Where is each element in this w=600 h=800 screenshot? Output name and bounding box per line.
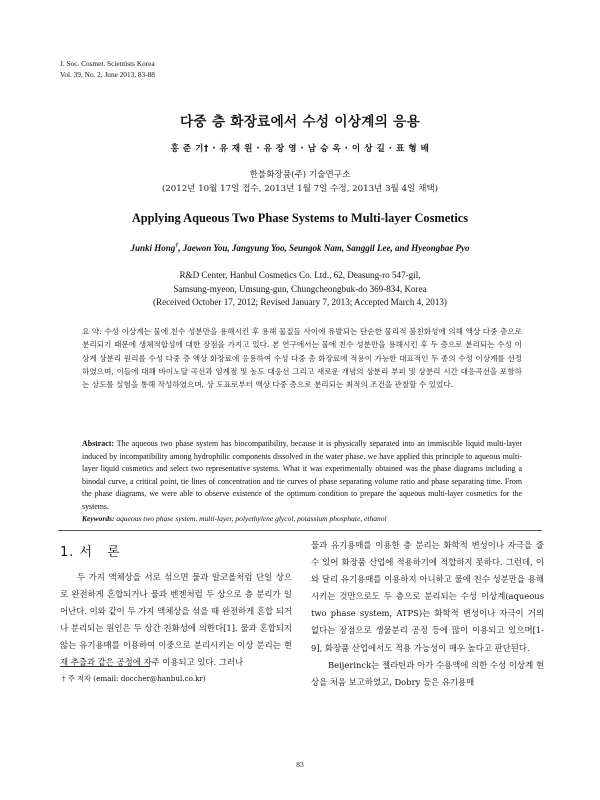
korean-received-dates: (2012년 10월 17일 접수, 2013년 1월 7일 수정, 2013년 3월 4일 채택): [161, 184, 439, 194]
english-affiliation-line1: R&D Center, Hanbul Cosmetics Co. Ltd., 62, Deasung-ro 547-gil,: [179, 270, 421, 280]
footnote: † 주 저자 (email: doccher@hanbul.co.kr): [62, 674, 206, 683]
journal-name: J. Soc. Cosmet. Scientists Korea: [60, 59, 155, 68]
keywords: [82, 514, 522, 523]
right-paragraph-1: 물과 유기용매를 이용한 층 분리는 화학적 변성이나 자극을 줄 수 있어 화장품 산업에 적용하기에 적합하지 못하다. 그런데, 이와 달리 유기용매를 이용하지 아니하고 물에 친수 성분만을 용해시키는 것만으로도 두 층으로 분리되는 수성 이상계(aqueous two phase system, ATPS)는 화학적 변성이나 자극이 거의 없다는 장점으로 생물분리 공정 등에 많이 이용되고 있으며[1-9], 화장품 산업에서도 적용 가능성이 매우 높다고 판단된다.: [311, 540, 544, 653]
korean-affiliation-block: [0, 168, 600, 196]
keywords-text: aqueous two phase system, multi-layer, polyethylene glycol, potassium phosphate, ethanol: [114, 514, 387, 523]
abstract-label: Abstract:: [82, 439, 114, 448]
abstract-text: The aqueous two phase system has biocompatibility, because it is physically separated into an immiscible liquid multi-layer induced by incompatibility among hydrophilic components dissolved in the water phase. we have applied this principle to aqueous multi-layer liquid cosmetics and select two representative systems. What it was experimentally obtained was the phase diagrams including a binodal curve, a critical point, tie lines of concentration and tie curves of phase separating volume ratio and phase separating time. From the phase diagrams, we were able to observe existence of the optimum condition to prepare the aqueous multi-layer cosmetics for the systems.: [82, 439, 522, 511]
english-affiliation-line2: Samsung-myeon, Umsung-gun, Chungcheongbuk-do 369-834, Korea: [173, 283, 427, 294]
english-title: Applying Aqueous Two Phase Systems to Multi-layer Cosmetics: [131, 211, 469, 225]
korean-title: 다중 층 화장료에서 수성 이상계의 응용: [179, 114, 421, 130]
journal-volume: Vol. 39, No. 2, June 2013, 83-88: [60, 70, 155, 79]
corresponding-author-mark: †: [175, 243, 179, 249]
english-authors: [0, 243, 600, 253]
korean-authors: 홍 준 기† · 유 재 원 · 유 장 영 · 남 승 옥 · 이 상 길 · 표 형 배: [170, 144, 430, 154]
korean-affiliation: 한불화장품(주) 기술연구소: [249, 170, 351, 180]
korean-abstract: 요 약: 수성 이상계는 물에 친수 성분만을 용해시킨 후 용해 물질들 사이에 유발되는 단순한 물리적 불친화성에 의해 액상 다중 층으로 분리되기 때문에 생체적합성에 대한 장점을 가지고 있다. 본 연구에서는 물에 친수 성분만을 용해시킨 후 두 층으로 분리되는 수성 이상계 상분리 원리를 수성 다중 층 액상 화장료에 응용하여 수성 다중 층 화장료에 적용이 가능한 대표적인 두 종의 수성 이상계를 선정하였으며, 이들에 대해 바이노달 곡선과 임계점 및 농도 대응선 그리고 새로운 개념의 상분리 부피 및 상분리 시간 대응곡선을 포함하는 상도를 실험을 통해 작성하였으며, 상 도표로부터 액상 다중 층으로 분리되는 최적의 조건을 관찰할 수 있었다.: [82, 327, 522, 390]
other-authors: , Jaewon You, Jangyung Yoo, Seungok Nam, Sanggil Lee, and Hyeongbae Pyo: [178, 243, 470, 253]
first-author: Junki Hong: [130, 243, 176, 253]
footnote-rule: [60, 666, 150, 667]
page-number: 83: [296, 760, 304, 769]
left-column-text: 두 가지 액체상을 서로 섞으면 물과 알코올처럼 단일 상으로 완전하게 혼합되거나 물과 벤젠처럼 두 상으로 층 분리가 일어난다. 이와 같이 두 가지 액체상을 섞을 때 완전하게 혼합 되거나 분리되는 원인은 두 상간 친화성에 의한다[1]. 물과 혼합되지 않는 유기용매를 이용하여 이중으로 분리시키는 이상 분리는 현재 추출과 같은 공정에 자주 이용되고 있다. 그러나: [60, 572, 292, 668]
journal-citation: [60, 58, 155, 80]
right-paragraph-2: Beijerinck는 젤라틴과 아가 수용액에 의한 수성 이상계 현상을 처음 보고하였고, Dobry 등은 유기용매: [311, 659, 544, 687]
section-heading: 1. 서 론: [60, 545, 121, 560]
english-abstract: [82, 438, 522, 514]
section-divider: [58, 530, 542, 531]
english-received-dates: (Received October 17, 2012; Revised January 7, 2013; Accepted March 4, 2013): [153, 297, 447, 308]
right-column: [311, 537, 544, 691]
english-affiliation-block: [0, 269, 600, 310]
keywords-label: Keywords:: [82, 514, 115, 523]
